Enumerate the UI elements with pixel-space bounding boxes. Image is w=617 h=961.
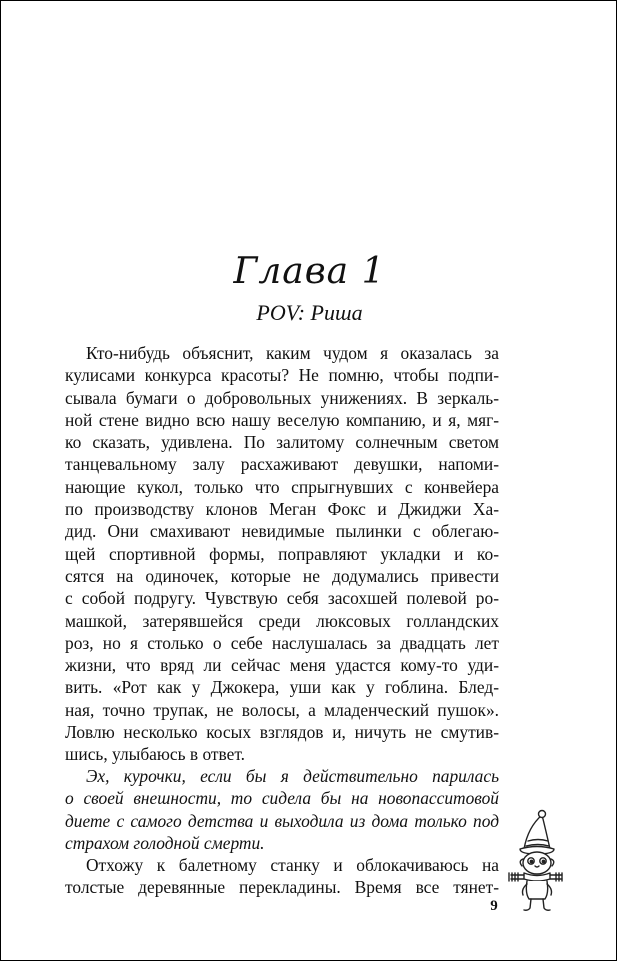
text-line: машкой, затерявшейся среди люксовых голландских bbox=[65, 610, 499, 631]
text-line: диете с самого детства и выходила из дома только под bbox=[65, 810, 499, 831]
text-line: по производству клонов Меган Фокс и Джиджи Ха- bbox=[65, 499, 499, 520]
text-line: Отхожу к балетному станку и облокачиваюсь на bbox=[86, 855, 499, 875]
text-line: толстые деревянные перекладины. Время все тянет- bbox=[65, 877, 499, 898]
text-line: танцевальному залу расхаживают девушки, напоми- bbox=[65, 454, 499, 475]
text-line: вить. «Рот как у Джокера, уши как у гоблина. Блед- bbox=[65, 677, 499, 698]
text-line: о своей внешности, то сидела бы на новопасситовой bbox=[65, 788, 499, 809]
text-line: ная, точно трупак, не волосы, а младенческий пушок». bbox=[65, 699, 499, 720]
text-line: Ловлю несколько косых взглядов и, ничуть не смутив- bbox=[65, 722, 499, 743]
text-line: нающие кукол, только что спрыгнувших с конвейера bbox=[65, 476, 499, 497]
paragraph-2-italic bbox=[65, 765, 499, 854]
text-line: жизни, что вряд ли сейчас меня удастся кому-то уди- bbox=[65, 655, 499, 676]
text-line: роз, но я столько о себе наслушалась за двадцать лет bbox=[65, 632, 499, 653]
text-line: с собой подругу. Чувствую себя засохшей полевой ро- bbox=[65, 588, 499, 609]
text-line: ной стене видно всю нашу веселую компанию, и я, мяг- bbox=[65, 409, 499, 430]
text-line: кулисами конкурса красоты? Не помню, чтобы подпи- bbox=[65, 365, 499, 386]
chapter-title: Глава 1 bbox=[233, 251, 386, 292]
text-line: сывала бумаги о добровольных унижениях. В зеркаль- bbox=[65, 387, 499, 408]
text-line: страхом голодной смерти. bbox=[65, 832, 265, 853]
text-line: Эх, курочки, если бы я действительно парилась bbox=[86, 766, 499, 786]
text-line: шись, улыбаюсь в ответ. bbox=[65, 744, 245, 765]
gnome-with-scarf-icon bbox=[506, 809, 566, 913]
text-line: дид. Они смахивают невидимые пылинки с облегаю- bbox=[65, 521, 499, 542]
text-line: ко сказать, удивлена. По залитому солнечным светом bbox=[65, 432, 499, 453]
text-line: сятся на одиночек, которые не додумались привести bbox=[65, 565, 499, 586]
chapter-pov-subtitle: POV: Риша bbox=[256, 300, 363, 325]
paragraph-1 bbox=[65, 342, 499, 766]
text-line: щей спортивной формы, поправляют укладки и ко- bbox=[65, 543, 499, 564]
paragraph-3 bbox=[65, 854, 499, 899]
text-line: Кто-нибудь объяснит, каким чудом я оказалась за bbox=[86, 343, 499, 363]
page-number: 9 bbox=[490, 898, 498, 914]
